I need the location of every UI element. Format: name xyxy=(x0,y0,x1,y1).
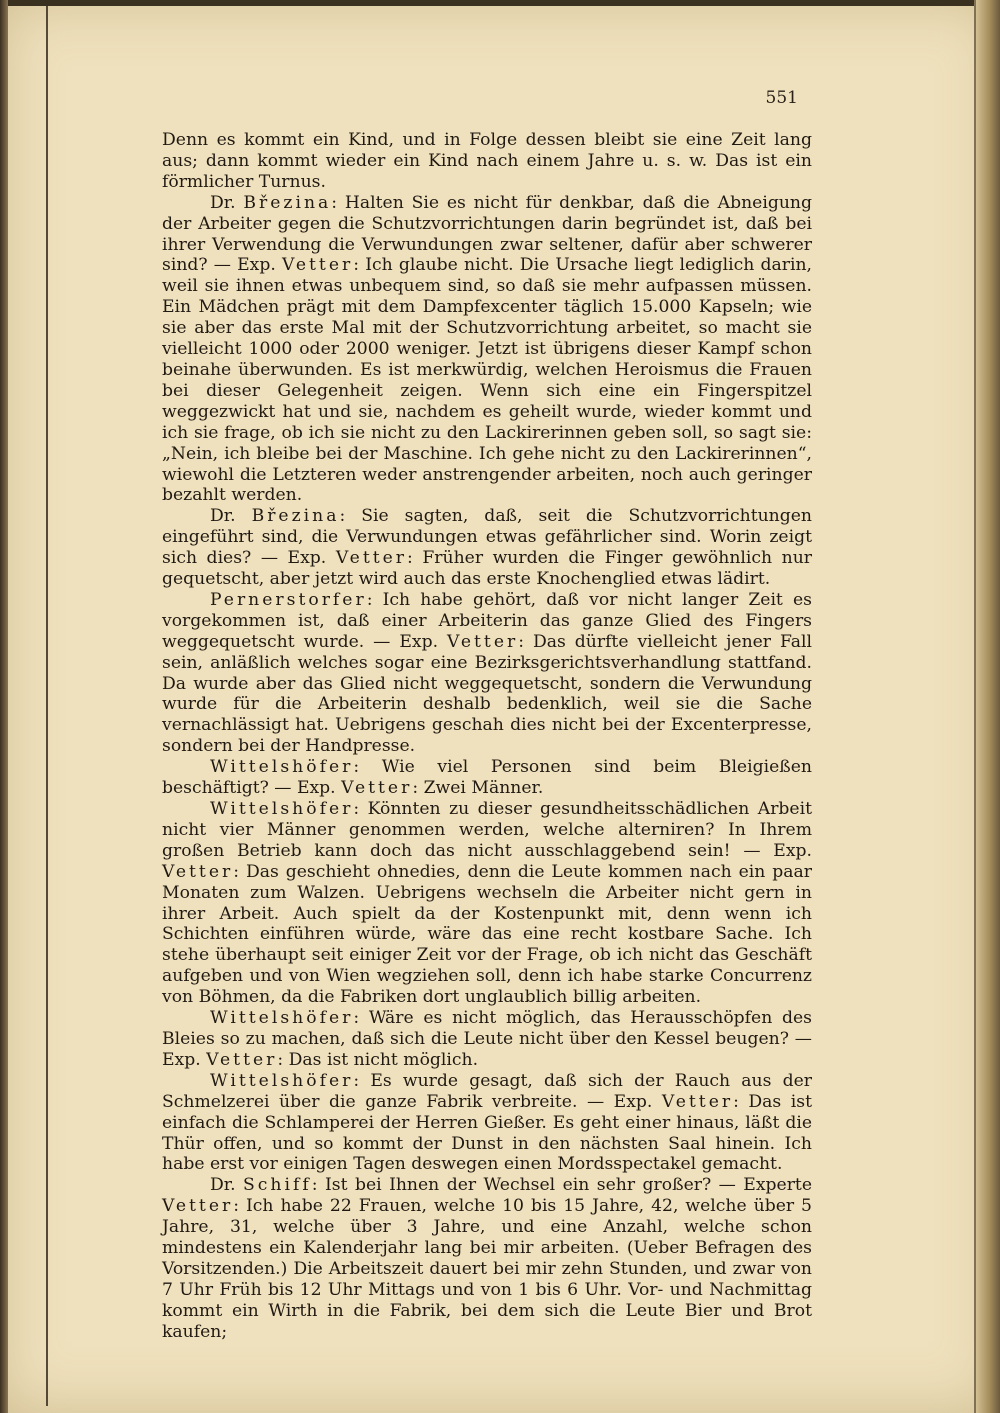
paragraph-text: : Wie viel Personen sind beim Bleigießen beschäftigt? — Exp. xyxy=(162,757,812,799)
page-fore-edge xyxy=(974,0,1000,1413)
paragraph-text: : Sie sagten, daß, seit die Schutzvorrichtungen eingeführt sind, die Verwundungen etwas gefährlicher sind. Worin zeigt sich dies? — Exp. xyxy=(162,506,812,569)
paragraph-text: Dr. xyxy=(210,1175,244,1196)
paragraph-text: : Wäre es nicht möglich, das Herausschöpfen des Bleies so zu machen, daß sich die Leute nicht über den Kessel beugen? — Exp. xyxy=(162,1008,812,1070)
speaker-name: Březina xyxy=(243,192,332,213)
paragraph xyxy=(162,1175,812,1342)
paragraph-text: : Das ist einfach die Schlamperei der Herren Gießer. Es geht einer hinaus, läßt die Thür offen, und so kommt der Dunst in den nächsten Saal hinein. Ich habe erst vor einigen Tagen deswegen einen Mordsspectakel gemacht. xyxy=(162,1091,812,1175)
gutter-shadow-line xyxy=(46,6,48,1406)
page-number: 551 xyxy=(765,88,798,108)
speaker-name: Pernerstorfer xyxy=(210,589,367,610)
speaker-name: Vetter xyxy=(335,548,408,569)
paragraph-text: : Ich glaube nicht. Die Ursache liegt lediglich darin, weil sie ihnen etwas unbequem sind, so daß sie mehr aufpassen müssen. Ein Mädchen prägt mit dem Dampfexcenter täglich 15.000 Kapseln; wie sie aber das erste Mal mit der Schutzvorrichtung arbeitet, so macht sie vielleicht 1000 oder 2000 weniger. Jetzt ist übrigens dieser Kampf schon beinahe überwunden. Es ist merkwürdig, welchen Heroismus die Frauen bei dieser Gelegenheit zeigen. Wenn sich eine ein Fingerspitzel weggezwickt hat und sie, nachdem es geheilt wurde, wieder kommt und ich sie frage, ob ich sie nicht zu den Lackirerinnen geben soll, so sagt sie: „Nein, ich bleibe bei der Maschine. Ich gehe nicht zu den Lackirerinnen“, wiewohl die Letzteren weder anstrengender arbeiten, noch auch geringer bezahlt werden. xyxy=(162,255,813,506)
paragraph-text: : Das ist nicht möglich. xyxy=(277,1049,479,1070)
paragraph-text: : Das geschieht ohnedies, denn die Leute kommen nach ein paar Monaten zum Walzen. Uebrigens wechseln die Arbeiter nicht gern in ihrer Arbeit. Auch spielt da der Kostenpunkt mit, denn wenn ich Schichten einführen würde, wäre das eine recht kostbare Sache. Ich stehe überhaupt seit einiger Zeit vor der Frage, ob ich nicht das Geschäft aufgeben und von Wien wegziehen soll, denn ich habe starke Concurrenz von Böhmen, da die Fabriken dort unglaublich billig arbeiten. xyxy=(162,861,812,1008)
fore-edge-line xyxy=(974,0,976,1413)
paragraph xyxy=(162,799,812,1008)
speaker-name: Wittelshöfer xyxy=(210,757,354,778)
paragraph xyxy=(162,757,812,799)
paragraph-text: : Ich habe 22 Frauen, welche 10 bis 15 Jahre, 42, welche über 5 Jahre, 31, welche über 3 Jahre, und eine Anzahl, welche schon mindestens ein Kalenderjahr lang bei mir arbeiten. (Ueber Befragen des Vorsitzenden.) Die Arbeitszeit dauert bei mir zehn Stunden, und zwar von 7 Uhr Früh bis 12 Uhr Mittags und von 1 bis 6 Uhr. Vor- und Nachmittag kommt ein Wirth in die Fabrik, bei dem sich die Leute Bier und Brot kaufen; xyxy=(162,1196,812,1342)
paragraph-text: : Früher wurden die Finger gewöhnlich nur gequetscht, aber jetzt wird auch das erste Knochenglied etwas lädirt. xyxy=(162,548,812,590)
paragraph-text: : Könnten zu dieser gesundheitsschädlichen Arbeit nicht vier Männer genommen werden, welche alterniren? In Ihrem großen Betrieb kann doch das nicht ausschlaggebend sein! — Exp. xyxy=(162,799,812,861)
speaker-name: Vetter xyxy=(206,1049,278,1070)
paragraph xyxy=(162,130,812,193)
paragraph-text: Denn es kommt ein Kind, und in Folge dessen bleibt sie eine Zeit lang aus; dann kommt wieder ein Kind nach einem Jahre u. s. w. Das ist ein förmlicher Turnus. xyxy=(162,130,812,192)
paragraph-text: Dr. xyxy=(210,506,252,527)
paragraph-text: : Zwei Männer. xyxy=(412,778,544,799)
paragraph xyxy=(162,506,812,590)
speaker-name: Wittelshöfer xyxy=(210,799,354,819)
paragraph-text: : Es wurde gesagt, daß sich der Rauch aus der Schmelzerei über die ganze Fabrik verbreite. — Exp. xyxy=(162,1070,812,1112)
speaker-name: Vetter xyxy=(661,1091,734,1112)
paragraph-text: : Ich habe gehört, daß vor nicht langer Zeit es vorgekommen ist, daß einer Arbeiterin das ganze Glied des Fingers weggequetscht wurde. — Exp. xyxy=(162,589,812,652)
speaker-name: Wittelshöfer xyxy=(210,1008,354,1029)
speaker-name: Vetter xyxy=(162,861,234,882)
speaker-name: Schiff xyxy=(243,1175,312,1196)
page-top-edge xyxy=(0,0,1000,6)
paragraph xyxy=(162,590,812,757)
paragraph-text: Dr. xyxy=(210,192,244,213)
speaker-name: Vetter xyxy=(282,255,354,276)
paragraph xyxy=(162,1071,812,1176)
paragraph-text: : Ist bei Ihnen der Wechsel ein sehr großer? — Experte xyxy=(311,1175,812,1196)
paragraph xyxy=(162,193,812,507)
paragraph-text: : Halten Sie es nicht für denkbar, daß die Abneigung der Arbeiter gegen die Schutzvorrichtungen darin begründet ist, daß bei ihrer Verwendung die Verwundungen zwar seltener, dafür aber schwerer sind? — Exp. xyxy=(162,192,812,276)
paragraph-text: : Das dürfte vielleicht jener Fall sein, anläßlich welches sogar eine Bezirksgerichtsverhandlung stattfand. Da wurde aber das Glied nicht weggequetscht, sondern die Verwundung wurde für die Arbeiterin deshalb bedenklich, weil sie die Sache vernachlässigt hat. Uebrigens geschah dies nicht bei der Excenterpresse, sondern bei der Handpresse. xyxy=(162,631,812,757)
speaker-name: Wittelshöfer xyxy=(210,1070,354,1091)
book-spine xyxy=(0,0,8,1413)
speaker-name: Vetter xyxy=(162,1196,234,1217)
body-text xyxy=(162,130,812,1343)
paragraph xyxy=(162,1008,812,1071)
speaker-name: Březina xyxy=(251,506,340,527)
speaker-name: Vetter xyxy=(341,778,413,799)
speaker-name: Vetter xyxy=(447,631,519,652)
